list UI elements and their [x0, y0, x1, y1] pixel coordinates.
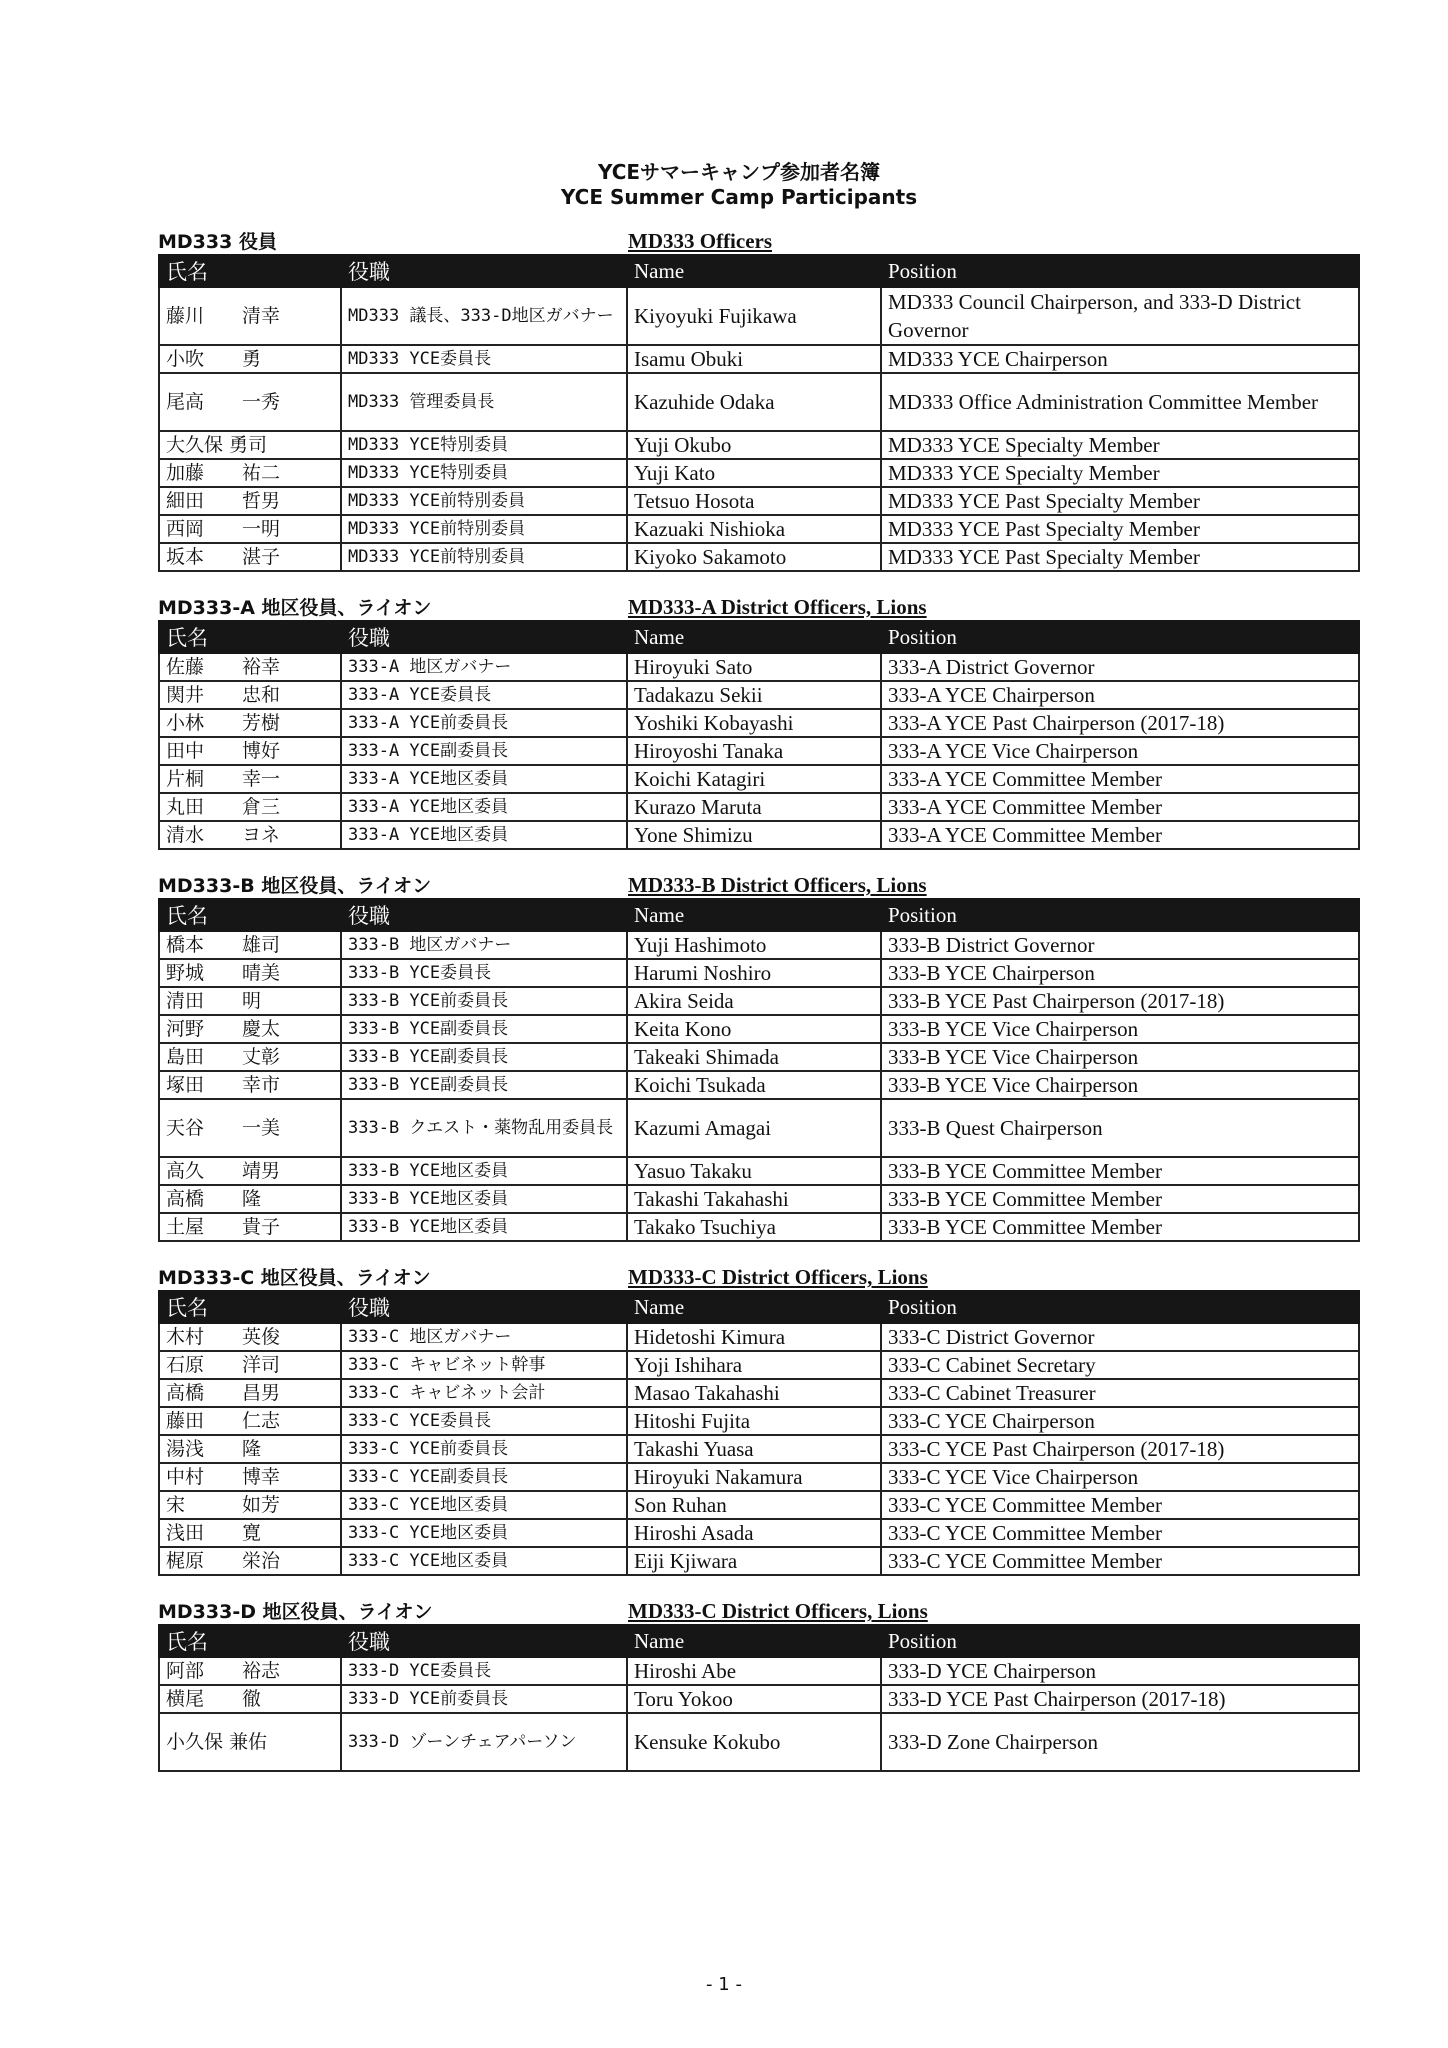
cell-role: 333-A YCE地区委員 — [341, 793, 627, 821]
header-position: Position — [881, 1291, 1359, 1323]
cell-position: 333-A YCE Committee Member — [881, 821, 1359, 849]
table-row — [159, 1071, 1359, 1099]
header-role: 役職 — [341, 1625, 627, 1657]
cell-position: 333-B District Governor — [881, 931, 1359, 959]
header-jp-name: 氏名 — [159, 1625, 341, 1657]
cell-japanese-name: 小久保 兼佑 — [159, 1713, 341, 1771]
cell-role: 333-B YCE副委員長 — [341, 1015, 627, 1043]
cell-name: Tadakazu Sekii — [627, 681, 881, 709]
table-row — [159, 1491, 1359, 1519]
table-row — [159, 959, 1359, 987]
cell-position: 333-B Quest Chairperson — [881, 1099, 1359, 1157]
cell-position: 333-C YCE Vice Chairperson — [881, 1463, 1359, 1491]
cell-japanese-name: 石原 洋司 — [159, 1351, 341, 1379]
table-row — [159, 515, 1359, 543]
cell-role: MD333 YCE特別委員 — [341, 431, 627, 459]
header-name: Name — [627, 255, 881, 287]
table-row — [159, 1099, 1359, 1157]
cell-role: MD333 議長、333-D地区ガバナー — [341, 287, 627, 345]
table-header-row — [159, 621, 1359, 653]
cell-name: Hidetoshi Kimura — [627, 1323, 881, 1351]
table-header-row — [159, 255, 1359, 287]
table-row — [159, 373, 1359, 431]
table-row — [159, 1463, 1359, 1491]
cell-japanese-name: 橋本 雄司 — [159, 931, 341, 959]
officers-table — [158, 1290, 1360, 1576]
cell-role: 333-D YCE前委員長 — [341, 1685, 627, 1713]
cell-position: 333-D Zone Chairperson — [881, 1713, 1359, 1771]
cell-name: Harumi Noshiro — [627, 959, 881, 987]
table-row — [159, 1213, 1359, 1241]
cell-role: MD333 YCE前特別委員 — [341, 487, 627, 515]
table-row — [159, 1657, 1359, 1685]
cell-japanese-name: 野城 晴美 — [159, 959, 341, 987]
cell-position: 333-C Cabinet Treasurer — [881, 1379, 1359, 1407]
cell-name: Yoji Ishihara — [627, 1351, 881, 1379]
cell-role: 333-C 地区ガバナー — [341, 1323, 627, 1351]
cell-position: MD333 YCE Specialty Member — [881, 459, 1359, 487]
cell-japanese-name: 島田 丈彰 — [159, 1043, 341, 1071]
header-position: Position — [881, 255, 1359, 287]
table-row — [159, 1015, 1359, 1043]
cell-role: 333-C キャビネット会計 — [341, 1379, 627, 1407]
header-position: Position — [881, 621, 1359, 653]
cell-japanese-name: 佐藤 裕幸 — [159, 653, 341, 681]
cell-position: 333-A YCE Past Chairperson (2017-18) — [881, 709, 1359, 737]
cell-position: 333-B YCE Committee Member — [881, 1213, 1359, 1241]
cell-name: Hitoshi Fujita — [627, 1407, 881, 1435]
cell-japanese-name: 塚田 幸市 — [159, 1071, 341, 1099]
sections-container — [158, 230, 1358, 1772]
cell-position: 333-A YCE Chairperson — [881, 681, 1359, 709]
cell-role: MD333 YCE前特別委員 — [341, 543, 627, 571]
cell-position: MD333 YCE Past Specialty Member — [881, 515, 1359, 543]
cell-position: 333-C Cabinet Secretary — [881, 1351, 1359, 1379]
table-row — [159, 737, 1359, 765]
cell-japanese-name: 尾高 一秀 — [159, 373, 341, 431]
table-row — [159, 821, 1359, 849]
cell-position: 333-A YCE Committee Member — [881, 793, 1359, 821]
officers-table — [158, 1624, 1360, 1772]
cell-japanese-name: 小林 芳樹 — [159, 709, 341, 737]
cell-position: 333-B YCE Committee Member — [881, 1185, 1359, 1213]
table-header-row — [159, 1291, 1359, 1323]
cell-name: Hiroshi Asada — [627, 1519, 881, 1547]
cell-japanese-name: 片桐 幸一 — [159, 765, 341, 793]
cell-role: 333-A YCE前委員長 — [341, 709, 627, 737]
table-row — [159, 709, 1359, 737]
officer-section — [158, 874, 1358, 1242]
cell-name: Yuji Kato — [627, 459, 881, 487]
officers-table — [158, 254, 1360, 572]
cell-position: 333-C YCE Committee Member — [881, 1547, 1359, 1575]
table-row — [159, 1435, 1359, 1463]
cell-position: MD333 YCE Specialty Member — [881, 431, 1359, 459]
table-row — [159, 1157, 1359, 1185]
cell-role: 333-B YCE前委員長 — [341, 987, 627, 1015]
cell-japanese-name: 清田 明 — [159, 987, 341, 1015]
cell-role: 333-A YCE副委員長 — [341, 737, 627, 765]
section-title-en: MD333-B District Officers, Lions — [628, 873, 927, 897]
cell-name: Kiyoyuki Fujikawa — [627, 287, 881, 345]
cell-japanese-name: 西岡 一明 — [159, 515, 341, 543]
cell-name: Kazuaki Nishioka — [627, 515, 881, 543]
cell-name: Yoshiki Kobayashi — [627, 709, 881, 737]
section-title-jp: MD333 役員 — [158, 231, 277, 253]
cell-name: Takashi Yuasa — [627, 1435, 881, 1463]
cell-position: MD333 Office Administration Committee Member — [881, 373, 1359, 431]
table-row — [159, 653, 1359, 681]
cell-position: MD333 Council Chairperson, and 333-D District Governor — [881, 287, 1359, 345]
cell-name: Takeaki Shimada — [627, 1043, 881, 1071]
cell-position: 333-A District Governor — [881, 653, 1359, 681]
table-row — [159, 1185, 1359, 1213]
cell-japanese-name: 関井 忠和 — [159, 681, 341, 709]
table-row — [159, 1407, 1359, 1435]
cell-japanese-name: 梶原 栄治 — [159, 1547, 341, 1575]
cell-position: 333-A YCE Committee Member — [881, 765, 1359, 793]
cell-position: 333-B YCE Past Chairperson (2017-18) — [881, 987, 1359, 1015]
officer-section — [158, 230, 1358, 572]
cell-name: Kensuke Kokubo — [627, 1713, 881, 1771]
cell-name: Yasuo Takaku — [627, 1157, 881, 1185]
officers-table — [158, 898, 1360, 1242]
table-row — [159, 987, 1359, 1015]
cell-role: 333-C YCE副委員長 — [341, 1463, 627, 1491]
section-title-en: MD333 Officers — [628, 229, 773, 253]
page-title-jp: YCEサマーキャンプ参加者名簿 — [597, 160, 881, 184]
cell-name: Kazuhide Odaka — [627, 373, 881, 431]
cell-name: Eiji Kjiwara — [627, 1547, 881, 1575]
cell-name: Yuji Hashimoto — [627, 931, 881, 959]
table-header-row — [159, 899, 1359, 931]
cell-name: Kurazo Maruta — [627, 793, 881, 821]
cell-position: 333-C YCE Chairperson — [881, 1407, 1359, 1435]
table-row — [159, 1379, 1359, 1407]
cell-position: 333-C YCE Past Chairperson (2017-18) — [881, 1435, 1359, 1463]
table-row — [159, 1547, 1359, 1575]
cell-name: Yuji Okubo — [627, 431, 881, 459]
header-position: Position — [881, 899, 1359, 931]
section-heading — [158, 1266, 1358, 1290]
cell-role: MD333 YCE委員長 — [341, 345, 627, 373]
cell-role: 333-A 地区ガバナー — [341, 653, 627, 681]
page-number: - 1 - — [706, 1974, 742, 1995]
table-row — [159, 1043, 1359, 1071]
cell-japanese-name: 天谷 一美 — [159, 1099, 341, 1157]
header-name: Name — [627, 621, 881, 653]
cell-position: 333-C YCE Committee Member — [881, 1491, 1359, 1519]
cell-name: Hiroyuki Sato — [627, 653, 881, 681]
cell-japanese-name: 大久保 勇司 — [159, 431, 341, 459]
cell-role: 333-C キャビネット幹事 — [341, 1351, 627, 1379]
header-role: 役職 — [341, 1291, 627, 1323]
cell-name: Keita Kono — [627, 1015, 881, 1043]
cell-japanese-name: 木村 英俊 — [159, 1323, 341, 1351]
cell-name: Hiroyuki Nakamura — [627, 1463, 881, 1491]
cell-position: 333-B YCE Chairperson — [881, 959, 1359, 987]
cell-name: Masao Takahashi — [627, 1379, 881, 1407]
cell-role: 333-A YCE地区委員 — [341, 821, 627, 849]
header-jp-name: 氏名 — [159, 1291, 341, 1323]
table-row — [159, 681, 1359, 709]
section-heading — [158, 874, 1358, 898]
cell-japanese-name: 阿部 裕志 — [159, 1657, 341, 1685]
cell-name: Kiyoko Sakamoto — [627, 543, 881, 571]
cell-japanese-name: 藤田 仁志 — [159, 1407, 341, 1435]
cell-role: 333-C YCE委員長 — [341, 1407, 627, 1435]
cell-position: 333-B YCE Committee Member — [881, 1157, 1359, 1185]
header-name: Name — [627, 1291, 881, 1323]
cell-role: 333-C YCE前委員長 — [341, 1435, 627, 1463]
table-row — [159, 1713, 1359, 1771]
cell-position: 333-D YCE Past Chairperson (2017-18) — [881, 1685, 1359, 1713]
section-title-jp: MD333-D 地区役員、ライオン — [158, 1601, 433, 1623]
cell-name: Toru Yokoo — [627, 1685, 881, 1713]
cell-role: 333-A YCE地区委員 — [341, 765, 627, 793]
cell-japanese-name: 小吹 勇 — [159, 345, 341, 373]
cell-position: 333-B YCE Vice Chairperson — [881, 1043, 1359, 1071]
header-role: 役職 — [341, 621, 627, 653]
header-name: Name — [627, 899, 881, 931]
cell-name: Yone Shimizu — [627, 821, 881, 849]
header-name: Name — [627, 1625, 881, 1657]
cell-japanese-name: 田中 博好 — [159, 737, 341, 765]
cell-role: MD333 YCE前特別委員 — [341, 515, 627, 543]
cell-role: 333-B YCE委員長 — [341, 959, 627, 987]
cell-position: 333-A YCE Vice Chairperson — [881, 737, 1359, 765]
cell-name: Kazumi Amagai — [627, 1099, 881, 1157]
section-title-jp: MD333-B 地区役員、ライオン — [158, 875, 432, 897]
cell-role: 333-B YCE副委員長 — [341, 1043, 627, 1071]
cell-position: MD333 YCE Past Specialty Member — [881, 543, 1359, 571]
cell-role: MD333 管理委員長 — [341, 373, 627, 431]
cell-japanese-name: 丸田 倉三 — [159, 793, 341, 821]
cell-role: 333-D ゾーンチェアパーソン — [341, 1713, 627, 1771]
cell-position: 333-B YCE Vice Chairperson — [881, 1071, 1359, 1099]
table-row — [159, 543, 1359, 571]
table-row — [159, 793, 1359, 821]
cell-role: 333-B クエスト・薬物乱用委員長 — [341, 1099, 627, 1157]
cell-japanese-name: 加藤 祐二 — [159, 459, 341, 487]
cell-japanese-name: 高橋 昌男 — [159, 1379, 341, 1407]
cell-role: 333-C YCE地区委員 — [341, 1491, 627, 1519]
cell-japanese-name: 浅田 寛 — [159, 1519, 341, 1547]
header-jp-name: 氏名 — [159, 899, 341, 931]
section-heading — [158, 596, 1358, 620]
cell-position: 333-D YCE Chairperson — [881, 1657, 1359, 1685]
page-title-en: YCE Summer Camp Participants — [560, 185, 918, 209]
cell-japanese-name: 中村 博幸 — [159, 1463, 341, 1491]
section-title-jp: MD333-A 地区役員、ライオン — [158, 597, 432, 619]
cell-name: Takashi Takahashi — [627, 1185, 881, 1213]
cell-name: Hiroshi Abe — [627, 1657, 881, 1685]
section-title-en: MD333-C District Officers, Lions — [628, 1265, 928, 1289]
cell-japanese-name: 藤川 清幸 — [159, 287, 341, 345]
cell-name: Isamu Obuki — [627, 345, 881, 373]
document-page — [158, 160, 1358, 1772]
table-row — [159, 1323, 1359, 1351]
table-row — [159, 287, 1359, 345]
cell-japanese-name: 清水 ヨネ — [159, 821, 341, 849]
cell-japanese-name: 土屋 貴子 — [159, 1213, 341, 1241]
cell-role: 333-A YCE委員長 — [341, 681, 627, 709]
table-row — [159, 459, 1359, 487]
table-row — [159, 931, 1359, 959]
cell-position: 333-C YCE Committee Member — [881, 1519, 1359, 1547]
cell-role: 333-B YCE地区委員 — [341, 1185, 627, 1213]
table-header-row — [159, 1625, 1359, 1657]
cell-japanese-name: 坂本 湛子 — [159, 543, 341, 571]
cell-position: 333-B YCE Vice Chairperson — [881, 1015, 1359, 1043]
cell-japanese-name: 高橋 隆 — [159, 1185, 341, 1213]
cell-role: 333-B 地区ガバナー — [341, 931, 627, 959]
cell-role: 333-B YCE地区委員 — [341, 1157, 627, 1185]
table-row — [159, 1351, 1359, 1379]
cell-role: 333-D YCE委員長 — [341, 1657, 627, 1685]
header-role: 役職 — [341, 899, 627, 931]
header-position: Position — [881, 1625, 1359, 1657]
cell-japanese-name: 河野 慶太 — [159, 1015, 341, 1043]
table-row — [159, 1519, 1359, 1547]
cell-japanese-name: 高久 靖男 — [159, 1157, 341, 1185]
cell-japanese-name: 湯浅 隆 — [159, 1435, 341, 1463]
cell-name: Koichi Katagiri — [627, 765, 881, 793]
cell-role: 333-C YCE地区委員 — [341, 1547, 627, 1575]
officer-section — [158, 1600, 1358, 1772]
cell-name: Tetsuo Hosota — [627, 487, 881, 515]
officer-section — [158, 596, 1358, 850]
table-row — [159, 487, 1359, 515]
cell-name: Koichi Tsukada — [627, 1071, 881, 1099]
table-row — [159, 1685, 1359, 1713]
cell-position: 333-C District Governor — [881, 1323, 1359, 1351]
cell-name: Hiroyoshi Tanaka — [627, 737, 881, 765]
cell-position: MD333 YCE Past Specialty Member — [881, 487, 1359, 515]
cell-position: MD333 YCE Chairperson — [881, 345, 1359, 373]
section-title-en: MD333-A District Officers, Lions — [628, 595, 927, 619]
section-heading — [158, 230, 1358, 254]
cell-role: 333-C YCE地区委員 — [341, 1519, 627, 1547]
cell-name: Son Ruhan — [627, 1491, 881, 1519]
section-title-en: MD333-C District Officers, Lions — [628, 1599, 928, 1623]
cell-japanese-name: 横尾 徹 — [159, 1685, 341, 1713]
table-row — [159, 765, 1359, 793]
cell-role: 333-B YCE副委員長 — [341, 1071, 627, 1099]
section-heading — [158, 1600, 1358, 1624]
header-role: 役職 — [341, 255, 627, 287]
cell-japanese-name: 細田 哲男 — [159, 487, 341, 515]
cell-role: 333-B YCE地区委員 — [341, 1213, 627, 1241]
cell-role: MD333 YCE特別委員 — [341, 459, 627, 487]
officers-table — [158, 620, 1360, 850]
cell-name: Akira Seida — [627, 987, 881, 1015]
cell-japanese-name: 宋 如芳 — [159, 1491, 341, 1519]
table-row — [159, 345, 1359, 373]
table-row — [159, 431, 1359, 459]
cell-name: Takako Tsuchiya — [627, 1213, 881, 1241]
officer-section — [158, 1266, 1358, 1576]
header-jp-name: 氏名 — [159, 255, 341, 287]
section-title-jp: MD333-C 地区役員、ライオン — [158, 1267, 431, 1289]
header-jp-name: 氏名 — [159, 621, 341, 653]
